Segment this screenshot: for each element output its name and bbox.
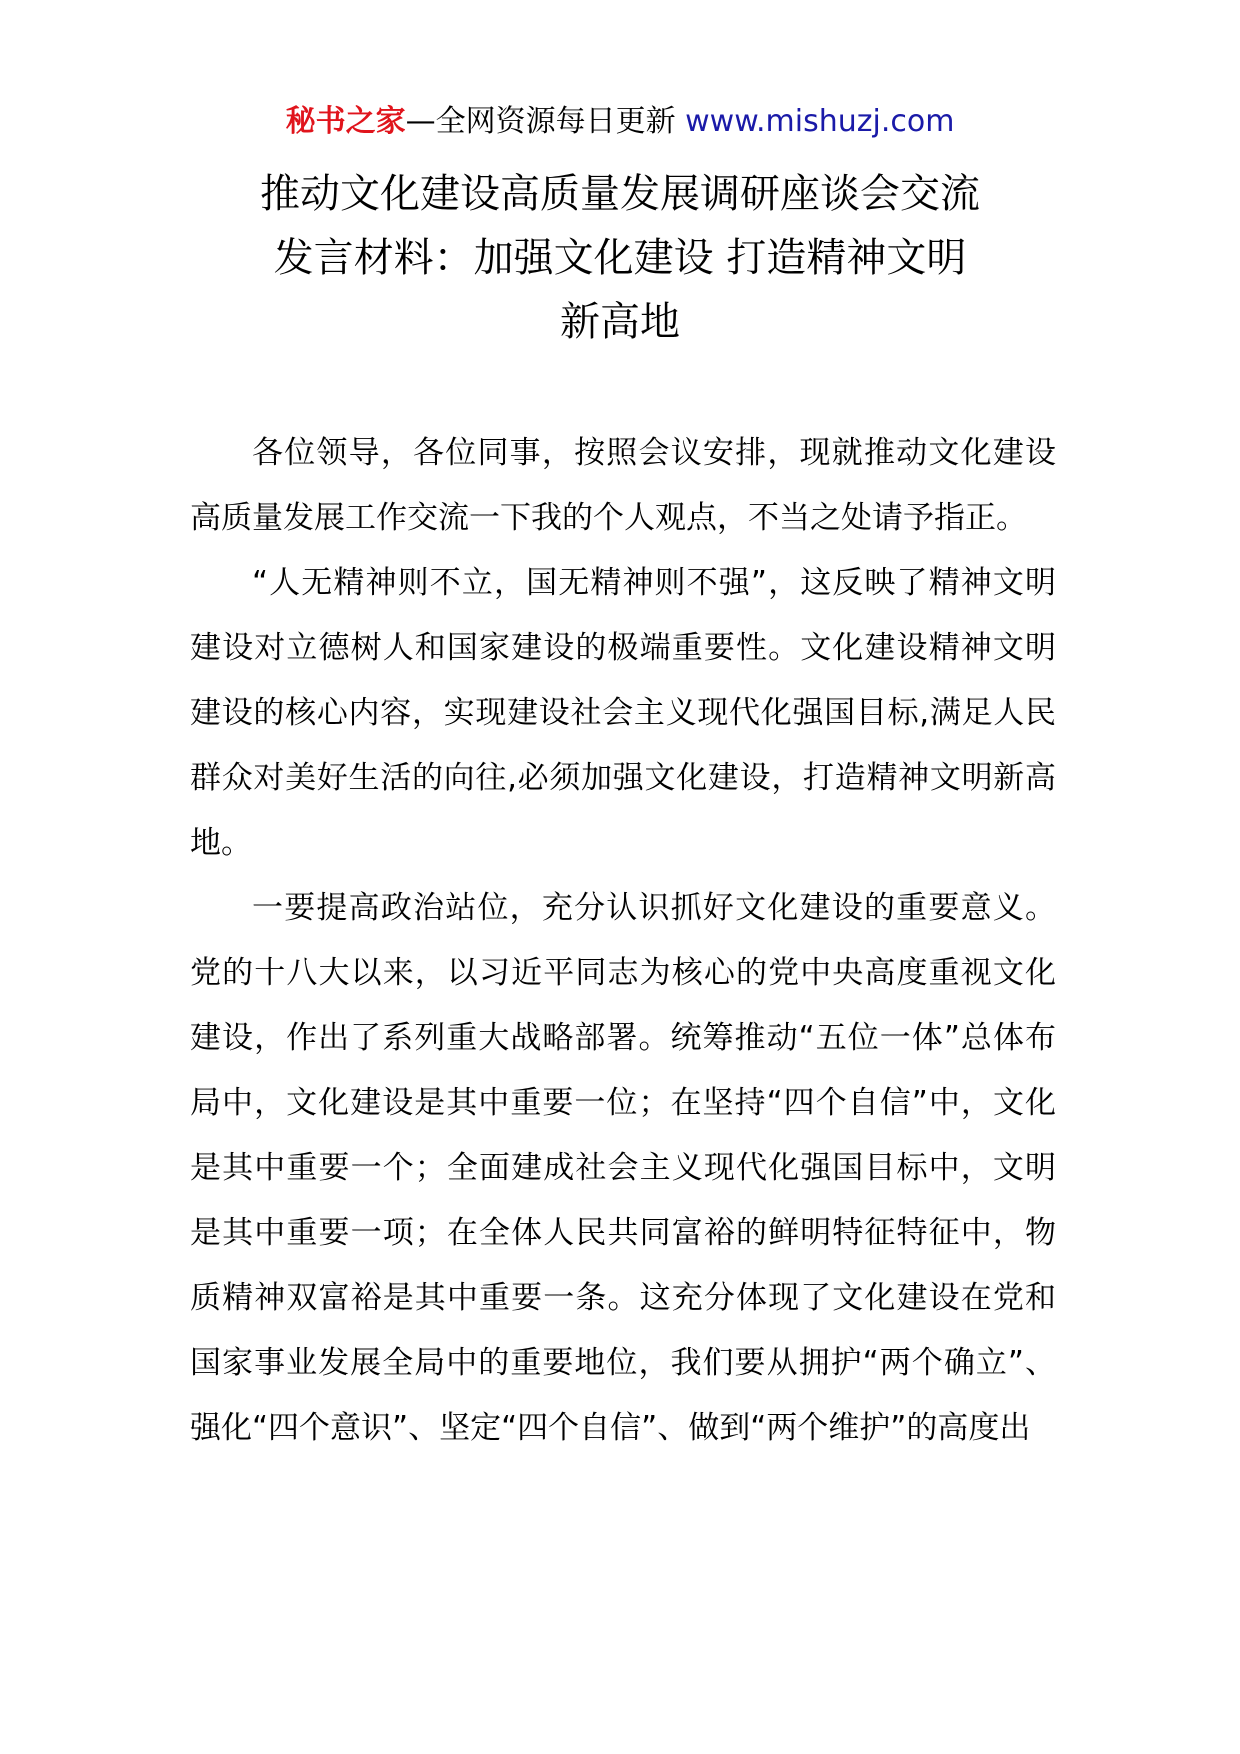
document-title <box>190 162 1050 354</box>
title-line-3: 新高地 <box>560 299 680 345</box>
site-url-link[interactable]: www.mishuzj.com <box>685 104 955 139</box>
paragraph-text: 各位领导，各位同事，按照会议安排，现就推动文化建设高质量发展工作交流一下我的个人观点，不当之处请予指正。 <box>190 435 1056 536</box>
paragraph-text: “人无精神则不立，国无精神则不强”，这反映了精神文明建设对立德树人和国家建设的极端重要性。文化建设精神文明建设的核心内容，实现建设社会主义现代化强国目标,满足人民群众对美好生活的向往,必须加强文化建设，打造精神文明新高地。 <box>190 565 1056 861</box>
title-line-2: 发言材料：加强文化建设 打造精神文明 <box>273 235 967 281</box>
brand-name: 秘书之家 <box>285 104 406 139</box>
document-body <box>190 421 1056 1461</box>
paragraph-lead: 一要提高政治站位，充分认识抓好文化建设的重要意义。 <box>252 890 1056 926</box>
paragraph-2 <box>190 551 1056 876</box>
paragraph-3 <box>190 876 1056 1461</box>
title-line-1: 推动文化建设高质量发展调研座谈会交流 <box>260 171 980 217</box>
paragraph-text: 党的十八大以来，以习近平同志为核心的党中央高度重视文化建设，作出了系列重大战略部署。统筹推动“五位一体”总体布局中，文化建设是其中重要一位；在坚持“四个自信”中，文化是其中重要一个；全面建成社会主义现代化强国目标中，文明是其中重要一项；在全体人民共同富裕的鲜明特征特征中，物质精神双富裕是其中重要一条。这充分体现了文化建设在党和国家事业发展全局中的重要地位，我们要从拥护“两个确立”、强化“四个意识”、坚定“四个自信”、做到“两个维护”的高度出 <box>190 955 1056 1446</box>
site-header <box>0 100 1240 144</box>
paragraph-1 <box>190 421 1056 551</box>
site-tagline: —全网资源每日更新 <box>405 104 676 139</box>
